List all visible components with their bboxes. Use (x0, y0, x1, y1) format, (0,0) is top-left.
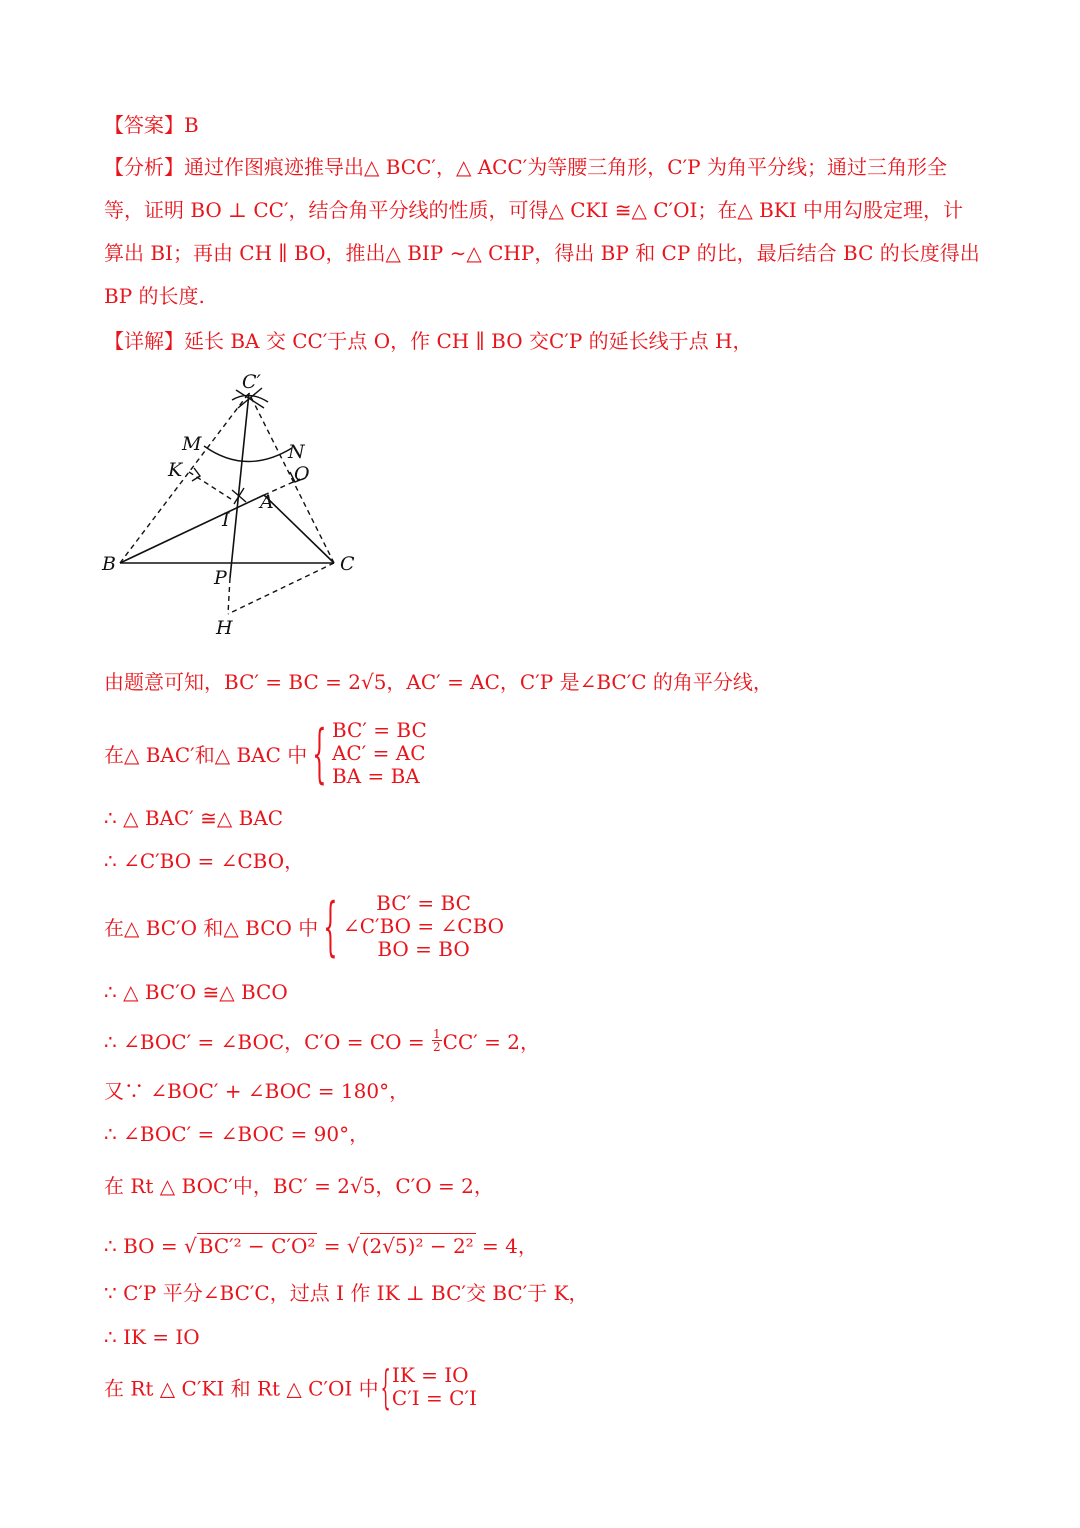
system-14 (392, 1364, 477, 1410)
label-I: I (222, 509, 230, 531)
label-B: B (102, 553, 116, 575)
step-11-c: = 4， (475, 1234, 538, 1258)
sqrt-radicand-1: BC′² − C′O² (198, 1234, 316, 1258)
step-12: ∵ C′P 平分∠BC′C，过点 I 作 IK ⊥ BC′交 BC′于 K， (104, 1281, 589, 1305)
label-P: P (214, 567, 227, 589)
step-11-a: ∴ BO = √ (104, 1234, 197, 1258)
analysis-row-4: BP 的长度. (104, 284, 205, 308)
system-2-eq-2: AC′ = AC (331, 741, 426, 765)
dashed-K-I (189, 472, 234, 501)
system-5-eq-3: BO = BO (377, 937, 470, 961)
label-C: C (340, 553, 355, 575)
step-10: 在 Rt △ BOC′中，BC′ = 2√5，C′O = 2， (104, 1174, 494, 1198)
step-14-lead: 在 Rt △ C′KI 和 Rt △ C′OI 中 (104, 1376, 379, 1401)
step-8: 又∵ ∠BOC′ + ∠BOC = 180°， (104, 1079, 410, 1103)
step-7 (104, 1026, 540, 1055)
segment-C1-P (230, 393, 249, 578)
step-9: ∴ ∠BOC′ = ∠BOC = 90°， (104, 1122, 370, 1146)
step-4: ∴ ∠C′BO = ∠CBO， (104, 849, 305, 873)
sqrt-radicand-2: (2√5)² − 2² (361, 1234, 474, 1258)
segment-BA (120, 495, 264, 563)
label-K: K (168, 459, 183, 481)
dashed-C-C1 (249, 393, 334, 563)
system-2-eq-1: BC′ = BC (331, 718, 427, 742)
analysis-tag: 【分析】 (104, 155, 184, 179)
label-C1: C′ (242, 371, 261, 393)
label-M: M (182, 433, 202, 455)
label-H: H (216, 617, 233, 639)
system-2-eq-3: BA = BA (331, 764, 420, 788)
fraction-half (432, 1028, 442, 1053)
step-2-lead: 在△ BAC′和△ BAC 中 (104, 743, 308, 767)
step-11 (104, 1230, 538, 1259)
answer-tag: 【答案】 (104, 113, 184, 137)
system-5-eq-2: ∠C′BO = ∠CBO (343, 914, 505, 938)
fraction-den: 2 (433, 1040, 441, 1054)
step-13: ∴ IK = IO (104, 1325, 200, 1349)
step-11-b: = √ (317, 1234, 360, 1258)
detail-text: 延长 BA 交 CC′于点 O，作 CH ∥ BO 交C′P 的延长线于点 H， (184, 329, 753, 353)
detail-line (104, 328, 752, 354)
geometry-figure (96, 368, 376, 648)
label-A: A (260, 491, 274, 513)
arc-MN (204, 446, 292, 462)
label-N: N (288, 441, 305, 463)
dashed-C-H (228, 563, 334, 614)
fraction-num: 1 (433, 1027, 441, 1041)
system-5 (343, 892, 504, 961)
step-7-b: CC′ = 2， (442, 1030, 541, 1054)
step-1: 由题意可知，BC′ = BC = 2√5，AC′ = AC，C′P 是∠BC′C 的角平分线， (104, 670, 773, 694)
label-O: O (294, 463, 310, 485)
system-14-eq-2: C′I = C′I (391, 1386, 477, 1410)
step-5-lead: 在△ BC′O 和△ BCO 中 (104, 916, 319, 940)
system-5-eq-1: BC′ = BC (376, 891, 471, 915)
step-6: ∴ △ BC′O ≅△ BCO (104, 980, 288, 1004)
brace-icon: { (323, 889, 338, 964)
system-2 (332, 719, 427, 788)
answer-line (104, 112, 199, 138)
brace-icon: { (312, 716, 327, 791)
step-2 (104, 716, 427, 791)
analysis-text-1: 通过作图痕迹推导出△ BCC′，△ ACC′为等腰三角形，C′P 为角平分线；通过三角形全 (184, 155, 947, 179)
system-14-eq-1: IK = IO (391, 1363, 469, 1387)
step-7-a: ∴ ∠BOC′ = ∠BOC，C′O = CO = (104, 1030, 432, 1054)
step-14 (104, 1360, 477, 1414)
dashed-B-C1 (120, 393, 249, 563)
analysis-row-1 (104, 146, 980, 189)
analysis-row-3: 算出 BI；再由 CH ∥ BO，推出△ BIP ∼△ CHP，得出 BP 和 CP 的比，最后结合 BC 的长度得出 (104, 241, 980, 265)
analysis-paragraph (104, 146, 980, 318)
step-3: ∴ △ BAC′ ≅△ BAC (104, 806, 284, 830)
analysis-row-2: 等，证明 BO ⊥ CC′，结合角平分线的性质，可得△ CKI ≅△ C′OI；在△ BKI 中用勾股定理，计 (104, 198, 964, 222)
segment-AC (264, 495, 334, 563)
step-5 (104, 889, 505, 964)
answer-value: B (184, 113, 199, 137)
dashed-P-H (228, 578, 230, 614)
brace-icon: { (380, 1360, 391, 1414)
detail-tag: 【详解】 (104, 329, 184, 353)
